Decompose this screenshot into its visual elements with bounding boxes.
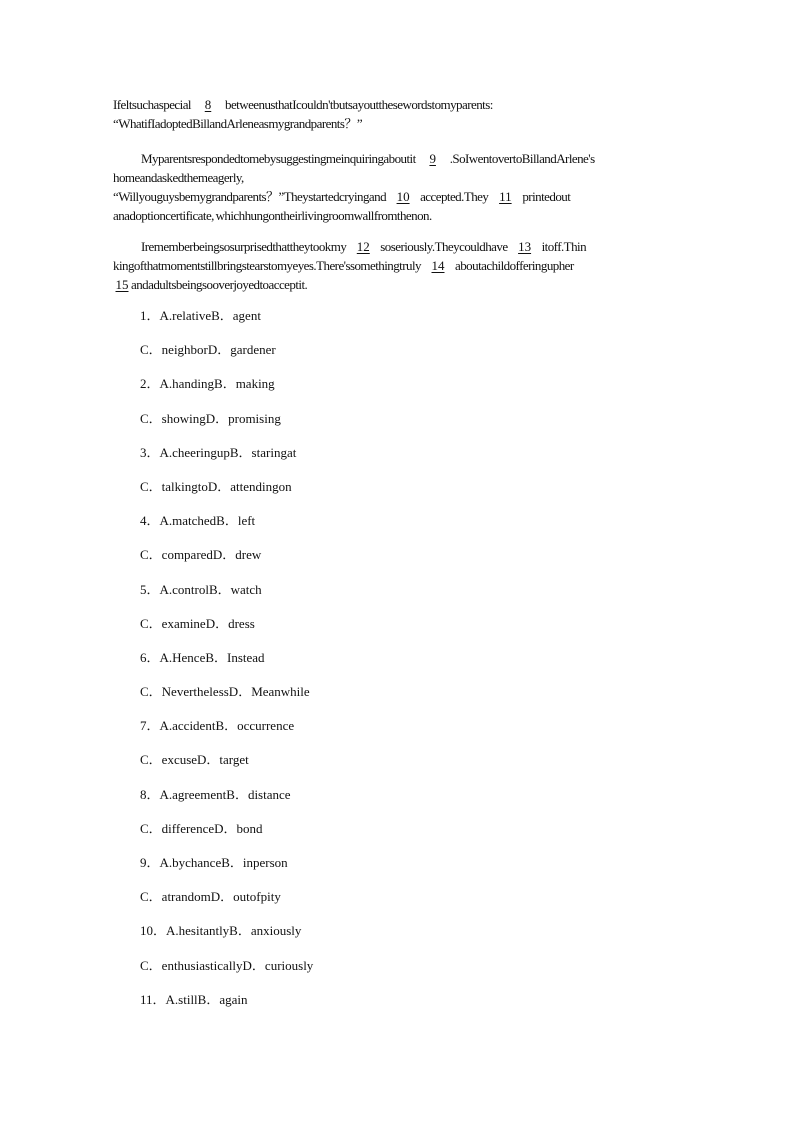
option-line: C．examineD．dress (140, 615, 255, 631)
option-line: 2．A.handingB．making (140, 376, 275, 392)
option-line: C．neighborD．gardener (140, 342, 276, 358)
paragraph-line (113, 275, 683, 294)
option-line: C．excuseD．target (140, 752, 249, 768)
blank-15-start (574, 256, 586, 275)
option-line: 11．A.stillB．again (140, 991, 248, 1007)
answer-options-list (140, 306, 540, 1024)
paragraph-line (113, 149, 683, 168)
text-run: kingofthatmomentstillbringstearstomyeyes.There'ssomethingtruly (113, 258, 421, 273)
text-run: Myparentsrespondedtomebysuggestingmeinquiringaboutit (141, 151, 416, 166)
blank-9: 9 (429, 151, 436, 166)
paragraph-line: anadoptioncertificate, whichhungontheirlivingroomwallfromthenon. (113, 208, 432, 223)
paragraph-line: “WhatifIadoptedBillandArleneasmygrandparents？” (113, 116, 363, 131)
option-line: C．comparedD．drew (140, 547, 262, 563)
option-line: 3．A.cheeringupB．staringat (140, 444, 297, 460)
blank-8: 8 (204, 97, 212, 112)
option-line: 1．A.relativeB．agent (140, 308, 261, 323)
option-line: 10．A.hesitantlyB．anxiously (140, 923, 302, 939)
blank-14: 14 (431, 258, 445, 273)
paragraph-line (113, 237, 683, 256)
option-line: 5．A.controlB．watch (140, 581, 262, 597)
option-line: C．NeverthelessD．Meanwhile (140, 684, 310, 700)
paragraph-line (113, 187, 683, 206)
text-run: betweenusthatIcouldn'tbutsayoutthesewordstomyparents: (225, 97, 493, 112)
blank-15: 15 (115, 277, 129, 292)
text-run: itoff.Thin (541, 239, 587, 254)
option-line: C．enthusiasticallyD．curiously (140, 957, 314, 973)
text-run: soseriously.Theycouldhave (380, 239, 508, 254)
text-run: aboutachildofferingupher (455, 258, 574, 273)
option-line: 8．A.agreementB．distance (140, 786, 291, 802)
option-line: 6．A.HenceB．Instead (140, 649, 265, 665)
option-line: C．talkingtoD．attendingon (140, 478, 292, 494)
text-run: “Willyouguysbemygrandparents？”Theystartedcryingand (113, 189, 387, 204)
paragraph-line (113, 256, 683, 275)
option-line: 9．A.bychanceB．inperson (140, 855, 288, 870)
text-run: printedout (522, 189, 571, 204)
text-run: accepted.They (420, 189, 489, 204)
blank-12: 12 (356, 239, 370, 254)
text-run: andadultsbeingsooverjoyedtoacceptit. (131, 277, 308, 292)
passage-paragraph-1 (113, 95, 683, 133)
passage-paragraph-2 (113, 149, 683, 225)
text-run: Irememberbeingsosurprisedthattheytookmy (141, 239, 347, 254)
option-line: C．differenceD．bond (140, 820, 263, 836)
option-line: 7．A.accidentB．occurrence (140, 718, 295, 734)
paragraph-line (113, 95, 683, 114)
passage-paragraph-3 (113, 237, 683, 294)
text-run: .SoIwentovertoBillandArlene's (449, 151, 595, 166)
blank-10: 10 (396, 189, 410, 204)
text-run: Ifeltsuchaspecial (113, 97, 191, 112)
blank-13: 13 (518, 239, 532, 254)
option-line: C．atrandomD．outofpity (140, 889, 281, 905)
option-line: C．showingD．promising (140, 410, 281, 426)
paragraph-line: homeandaskedthemeagerly, (113, 170, 244, 185)
option-line: 4．A.matchedB．left (140, 513, 256, 529)
blank-11: 11 (499, 189, 512, 204)
